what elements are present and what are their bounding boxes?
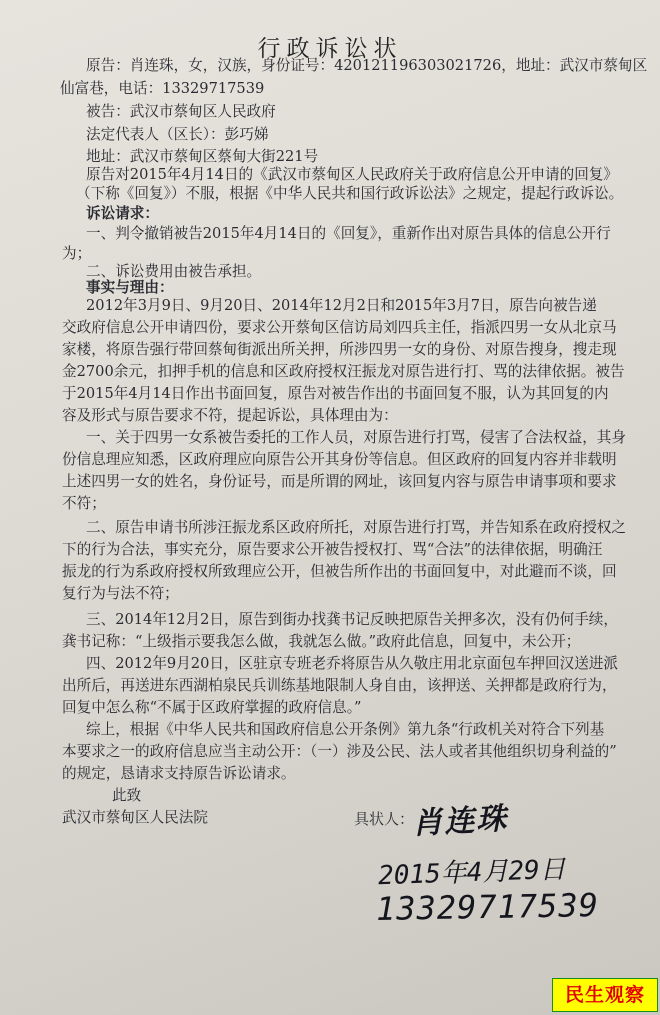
text-line: 份信息理应知悉，区政府理应向原告公开其身份等信息。但区政府的回复内容并非载明	[62, 451, 617, 468]
text-line: 的规定，恳请求支持原告诉讼请求。	[62, 765, 296, 782]
text-line: 二、原告申请书所涉汪振龙系区政府所托，对原告进行打骂，并告知系在政府授权之	[86, 519, 626, 536]
text-line: 金2700余元，扣押手机的信息和区政府授权汪振龙对原告进行打、骂的法律依据。被告	[62, 363, 625, 380]
document-title: 行政诉讼状	[257, 36, 403, 62]
court-name: 武汉市蔡甸区人民法院	[62, 809, 208, 826]
text-line: 原告对2015年4月14日的《武汉市蔡甸区人民政府关于政府信息公开申请的回复》	[86, 166, 618, 183]
text-line: 出所后，再送进东西湖柏泉民兵训练基地限制人身自由，该押送、关押都是政府行为，	[62, 677, 617, 694]
text-line: 一、关于四男一女系被告委托的工作人员，对原告进行打骂，侵害了合法权益，其身	[86, 429, 626, 446]
text-line: 三、2014年12月2日，原告到街办找龚书记反映把原告关押多次，没有仍何手续，	[86, 611, 618, 628]
text-line: 地址：武汉市蔡甸区蔡甸大街221号	[86, 148, 319, 165]
signature-label: 具状人：	[354, 810, 415, 828]
text-line: 二、诉讼费用由被告承担。	[86, 263, 262, 280]
text-line: 复行为与法不符；	[62, 585, 179, 602]
handwritten-date: 2015年4月29日	[377, 854, 567, 892]
text-line: （下称《回复》）不服，根据《中华人民共和国行政诉讼法》之规定，提起行政诉讼。	[76, 185, 624, 202]
text-line: 综上，根据《中华人民共和国政府信息公开条例》第九条“行政机关对符合下列基	[86, 721, 605, 738]
text-line: 被告：武汉市蔡甸区人民政府	[86, 103, 276, 120]
handwritten-phone: 13329717539	[375, 886, 600, 928]
text-line: 振龙的行为系政府授权所致理应公开，但被告所作出的书面回复中，对此避而不谈，回	[62, 563, 617, 580]
text-line: 本要求之一的政府信息应当主动公开：（一）涉及公民、法人或者其他组织切身利益的”	[62, 743, 617, 760]
text-line: 2012年3月9日、9月20日、2014年12月2日和2015年3月7日，原告向被告递	[86, 297, 597, 314]
handwritten-signature: 肖连珠	[411, 801, 510, 842]
text-line: 回复中怎么称“不属于区政府掌握的政府信息。”	[62, 699, 362, 716]
text-line: 龚书记称：“上级指示要我怎么做，我就怎么做。”政府此信息，回复中，未公开；	[62, 633, 581, 650]
text-line: 交政府信息公开申请四份，要求公开蔡甸区信访局刘四兵主任，指派四男一女从北京马	[62, 319, 617, 336]
text-line: 四、2012年9月20日，区驻京专班老乔将原告从久敬庄用北京面包车押回汉送进派	[86, 655, 618, 672]
text-line: 不符；	[62, 495, 106, 512]
watermark-badge: 民生观察	[552, 978, 658, 1012]
closing-salutation: 此致	[112, 787, 142, 804]
text-line: 仙富巷，电话：13329717539	[60, 80, 265, 97]
text-line: 上述四男一女的姓名，身份证号，而是所谓的网址，该回复内容与原告申请事项和要求	[62, 473, 617, 490]
text-line: 家楼，将原告强行带回蔡甸街派出所关押，所涉四男一女的身份、对原告搜身，搜走现	[62, 341, 617, 358]
section-heading: 诉讼请求：	[86, 205, 159, 222]
text-line: 于2015年4月14日作出书面回复，原告对被告作出的书面回复不服，认为其回复的内	[62, 385, 609, 402]
text-line: 为；	[62, 245, 92, 262]
text-line: 法定代表人（区长）：彭巧娣	[86, 126, 269, 143]
text-line: 一、判令撤销被告2015年4月14日的《回复》，重新作出对原告具体的信息公开行	[86, 225, 611, 242]
text-line: 原告：肖连珠，女，汉族，身份证号：420121196303021726，地址：武汉市蔡甸区	[86, 57, 648, 74]
text-line: 下的行为合法，事实充分，原告要求公开被告授权打、骂“合法”的法律依据，明确汪	[62, 541, 603, 558]
section-heading: 事实与理由：	[86, 279, 174, 296]
text-line: 容及形式与原告要求不符，提起诉讼，具体理由为：	[62, 407, 398, 424]
